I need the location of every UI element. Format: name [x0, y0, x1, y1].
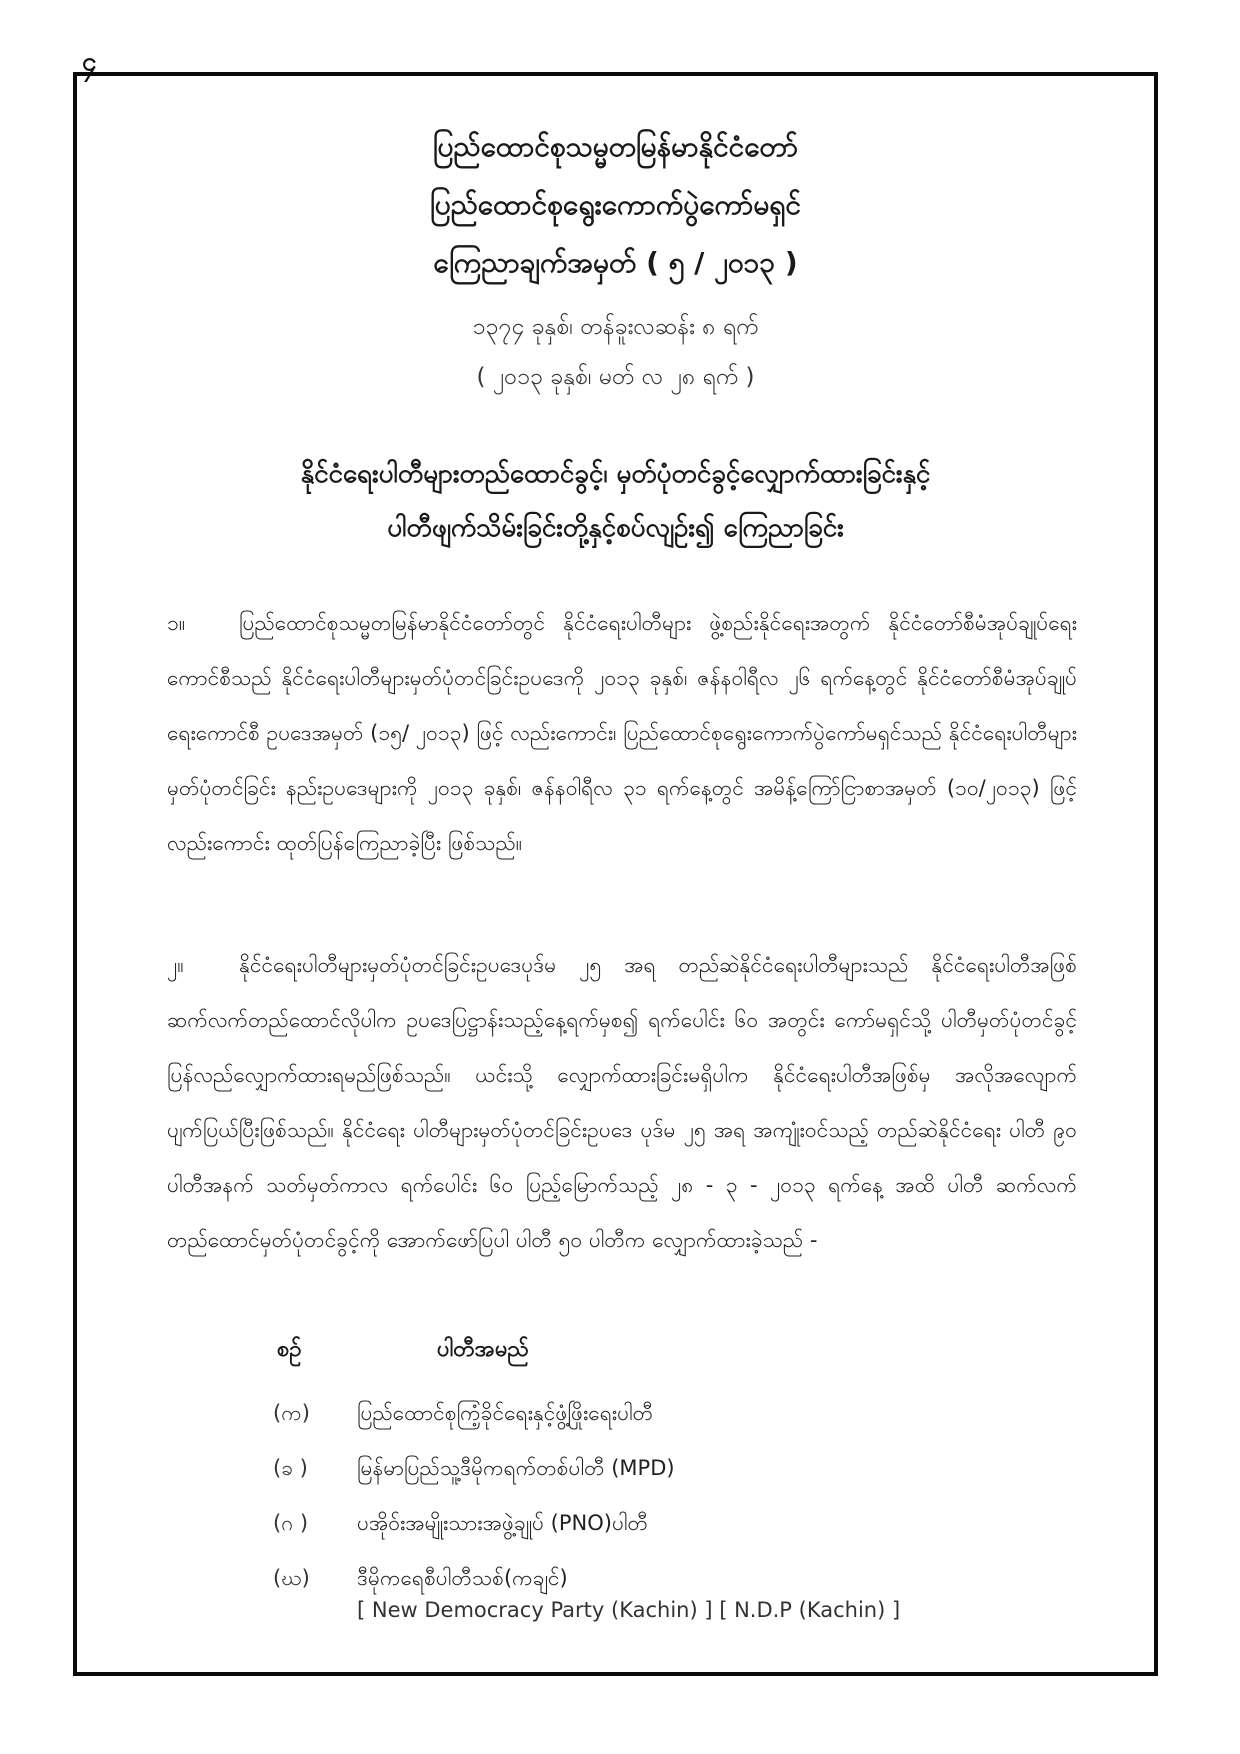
list-item-name: ပအိုဝ်းအမျိုးသားအဖွဲ့ချုပ် (PNO)ပါတီ	[357, 1511, 649, 1535]
subject-line-2: ပါတီဖျက်သိမ်းခြင်းတို့နှင့်စပ်လျဉ်း၍ ကြေညာခြင်း	[387, 513, 844, 543]
header-announcement-number: ကြေညာချက်အမှတ် ( ၅ / ၂၀၁၃ )	[433, 246, 798, 279]
paragraph-number: ၁။	[167, 611, 186, 635]
date-myanmar: ၁၃၇၄ ခုနှစ်၊ တန်ခူးလဆန်း ၈ ရက်	[472, 314, 759, 340]
list-item	[273, 1498, 1093, 1553]
paragraph-text: နိုင်ငံရေးပါတီများမှတ်ပုံတင်ခြင်းဥပဒေပုဒ်မ ၂၅ အရ တည်ဆဲနိုင်ငံရေးပါတီများသည် နိုင်ငံရေးပါတီအဖြစ် ဆက်လက်တည်ထောင်လိုပါက ဥပဒေပြဋ္ဌာန်းသည့်နေ့ရက်မှစ၍ ရက်ပေါင်း ၆၀ အတွင်း ကော်မရှင်သို့ ပါတီမှတ်ပုံတင်ခွင့် ပြန်လည်လျှောက်ထားရမည်ဖြစ်သည်။ ယင်းသို့ လျှောက်ထားခြင်းမရှိပါက နိုင်ငံရေးပါတီအဖြစ်မှ အလိုအလျောက်ပျက်ပြယ်ပြီးဖြစ်သည်။ နိုင်ငံရေး ပါတီများမှတ်ပုံတင်ခြင်းဥပဒေ ပုဒ်မ ၂၅ အရ အကျုံးဝင်သည့် တည်ဆဲနိုင်ငံရေး ပါတီ ၉၀ ပါတီအနက် သတ်မှတ်ကာလ ရက်ပေါင်း ၆၀ ပြည့်မြောက်သည့် ၂၈ - ၃ - ၂၀၁၃ ရက်နေ့ အထိ ပါတီ ဆက်လက် တည်ထောင်မှတ်ပုံတင်ခွင့်ကို အောက်ဖော်ပြပါ ပါတီ ၅၀ ပါတီက လျှောက်ထားခဲ့သည် -	[167, 953, 1077, 1252]
list-item-name: ပြည်ထောင်စုကြံ့ခိုင်ရေးနှင့်ဖွံ့ဖြိုးရေးပါတီ	[357, 1401, 654, 1425]
header-commission: ပြည်ထောင်စုရွေးကောက်ပွဲကော်မရှင်	[430, 188, 801, 221]
paragraph-1	[167, 596, 1077, 871]
date-gregorian: ( ၂၀၁၃ ခုနှစ်၊ မတ် လ ၂၈ ရက် )	[476, 364, 755, 390]
subject-line-1: နိုင်ငံရေးပါတီများတည်ထောင်ခွင့်၊ မှတ်ပုံတင်ခွင့်လျှောက်ထားခြင်းနှင့်	[300, 459, 931, 489]
list-header-number: စဉ်	[277, 1337, 302, 1362]
list-item-name: မြန်မာပြည်သူ့ဒီမိုကရက်တစ်ပါတီ (MPD)	[357, 1456, 675, 1480]
list-item	[273, 1443, 1093, 1498]
list-item	[273, 1388, 1093, 1443]
document-frame	[73, 72, 1158, 1676]
list-item-label: (ဃ)	[273, 1566, 310, 1590]
english-party-name-note: [ New Democracy Party (Kachin) ] [ N.D.P (Kachin) ]	[357, 1598, 901, 1622]
list-item-name: ဒီမိုကရေစီပါတီသစ်(ကချင်)	[357, 1566, 568, 1590]
list-header-party-name: ပါတီအမည်	[437, 1337, 529, 1362]
paragraph-number: ၂။	[167, 953, 184, 977]
list-item-label: (ခ )	[273, 1456, 308, 1480]
party-list	[273, 1388, 1093, 1608]
page-number: ၄	[82, 47, 97, 77]
list-item-label: (က)	[273, 1401, 310, 1425]
header-country: ပြည်ထောင်စုသမ္မတမြန်မာနိုင်ငံတော်	[432, 130, 799, 163]
list-item-label: (ဂ )	[273, 1511, 309, 1535]
paragraph-text: ပြည်ထောင်စုသမ္မတမြန်မာနိုင်ငံတော်တွင် နိုင်ငံရေးပါတီများ ဖွဲ့စည်းနိုင်ရေးအတွက် နိုင်ငံတော်စီမံအုပ်ချုပ်ရေးကောင်စီသည် နိုင်ငံရေးပါတီများမှတ်ပုံတင်ခြင်းဥပဒေကို ၂၀၁၃ ခုနှစ်၊ ဇန်နဝါရီလ ၂၆ ရက်နေ့တွင် နိုင်ငံတော်စီမံအုပ်ချုပ်ရေးကောင်စီ ဥပဒေအမှတ် (၁၅/ ၂၀၁၃) ဖြင့် လည်းကောင်း၊ ပြည်ထောင်စုရွေးကောက်ပွဲကော်မရှင်သည် နိုင်ငံရေးပါတီများမှတ်ပုံတင်ခြင်း နည်းဥပဒေများကို ၂၀၁၃ ခုနှစ်၊ ဇန်နဝါရီလ ၃၁ ရက်နေ့တွင် အမိန့်ကြော်ငြာစာအမှတ် (၁၀/၂၀၁၃) ဖြင့်လည်းကောင်း ထုတ်ပြန်ကြေညာခဲ့ပြီး ဖြစ်သည်။	[167, 611, 1077, 855]
paragraph-2	[167, 938, 1077, 1268]
